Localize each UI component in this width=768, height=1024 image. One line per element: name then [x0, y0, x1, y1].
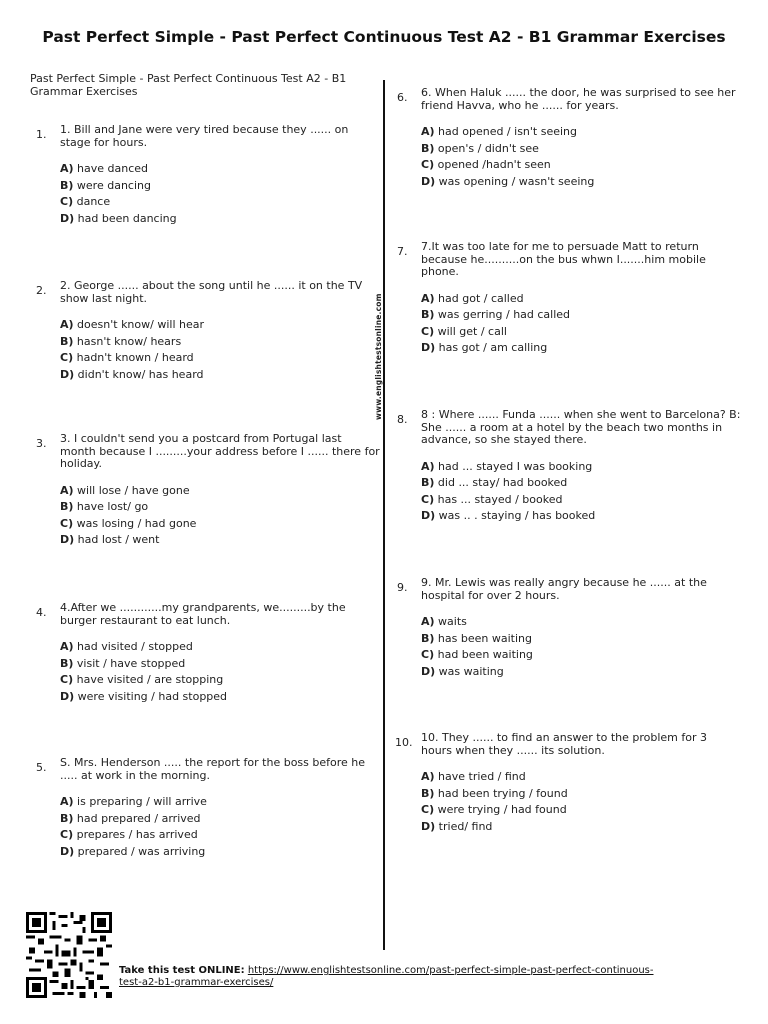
column-divider	[383, 80, 385, 950]
option-c[interactable]: C) was losing / had gone	[60, 516, 197, 530]
option-d[interactable]: D) was opening / wasn't seeing	[421, 174, 595, 188]
option-c[interactable]: C) hadn't known / heard	[60, 351, 194, 364]
options-list	[421, 459, 741, 525]
option-d[interactable]: D) has got / am calling	[421, 341, 548, 354]
question-number: 2.	[36, 284, 47, 297]
question-7	[397, 240, 741, 357]
option-b[interactable]: B) have lost/ go	[60, 500, 149, 513]
page-title: Past Perfect Simple - Past Perfect Continuous Test A2 - B1 Grammar Exercises	[42, 28, 726, 46]
question-text: 4.After we ............my grandparents, we.........by the burger restaurant to eat lunch.	[60, 601, 346, 627]
question-1	[36, 123, 380, 227]
option-d[interactable]: D) was waiting	[421, 664, 504, 678]
question-6	[397, 86, 741, 190]
option-c[interactable]: C) were trying / had found	[421, 803, 567, 816]
options-list	[60, 794, 380, 860]
question-text: 10. They ...... to find an answer to the problem for 3 hours when they ...... its solution.	[421, 731, 708, 757]
question-number: 8.	[397, 413, 408, 426]
options-list	[421, 124, 741, 190]
question-text: 9. Mr. Lewis was really angry because he ...... at the hospital for over 2 hours.	[421, 576, 707, 602]
question-text: 7.It was too late for me to persuade Matt to return because he..........on the bus whwn I.......him mobile phone.	[421, 240, 706, 278]
question-number: 6.	[397, 91, 408, 104]
question-number: 5.	[36, 761, 47, 774]
options-list	[60, 483, 380, 549]
option-d[interactable]: D) was .. . staying / has booked	[421, 509, 596, 522]
question-2	[36, 279, 380, 383]
footer	[24, 910, 744, 1000]
option-c[interactable]: C) dance	[60, 195, 111, 208]
option-a[interactable]: A) have tried / find	[421, 770, 526, 783]
qr-code-icon[interactable]	[24, 912, 114, 998]
option-a[interactable]: A) had visited / stopped	[60, 640, 193, 653]
option-c[interactable]: C) have visited / are stopping	[60, 673, 224, 686]
question-5	[36, 756, 380, 860]
option-a[interactable]: A) had ... stayed I was booking	[421, 459, 593, 473]
options-list	[421, 769, 741, 835]
question-text: 1. Bill and Jane were very tired because they ...... on stage for hours.	[60, 123, 349, 149]
option-a[interactable]: A) have danced	[60, 162, 149, 175]
option-a[interactable]: A) waits	[421, 615, 467, 628]
option-b[interactable]: B) open's / didn't see	[421, 141, 539, 155]
question-number: 1.	[36, 128, 47, 141]
option-b[interactable]: B) has been waiting	[421, 631, 532, 645]
option-a[interactable]: A) is preparing / will arrive	[60, 795, 207, 808]
option-d[interactable]: D) were visiting / had stopped	[60, 689, 228, 703]
question-text: S. Mrs. Henderson ..... the report for the boss before he ..... at work in the morning.	[60, 756, 366, 782]
option-d[interactable]: D) had lost / went	[60, 533, 160, 546]
options-list	[60, 639, 380, 705]
footer-text	[119, 965, 659, 989]
option-c[interactable]: C) has ... stayed / booked	[421, 492, 563, 506]
options-list	[60, 161, 380, 227]
option-b[interactable]: B) had prepared / arrived	[60, 811, 201, 825]
option-b[interactable]: B) did ... stay/ had booked	[421, 476, 568, 489]
option-a[interactable]: A) will lose / have gone	[60, 483, 190, 497]
option-c[interactable]: C) prepares / has arrived	[60, 828, 198, 841]
options-list	[60, 317, 380, 383]
option-b[interactable]: B) was gerring / had called	[421, 308, 571, 321]
option-c[interactable]: C) will get / call	[421, 324, 507, 338]
question-text: 6. When Haluk ...... the door, he was surprised to see her friend Havva, who he ...... for years.	[421, 86, 736, 112]
question-number: 9.	[397, 581, 408, 594]
question-text: 8 : Where ...... Funda ...... when she went to Barcelona? B: She ...... a room at a hotel by the beach two months in advance, so she stayed there.	[421, 408, 741, 446]
question-8	[397, 408, 741, 525]
question-text: 3. I couldn't send you a postcard from Portugal last month because I .........your address before I ...... there for holiday.	[60, 432, 380, 470]
option-b[interactable]: B) had been trying / found	[421, 786, 568, 800]
option-d[interactable]: D) tried/ find	[421, 819, 493, 833]
option-b[interactable]: B) were dancing	[60, 178, 151, 192]
column-heading: Past Perfect Simple - Past Perfect Continuous Test A2 - B1 Grammar Exercises	[30, 72, 347, 98]
question-text: 2. George ...... about the song until he ...... it on the TV show last night.	[60, 279, 363, 305]
option-c[interactable]: C) opened /hadn't seen	[421, 158, 551, 171]
question-number: 4.	[36, 606, 47, 619]
option-b[interactable]: B) hasn't know/ hears	[60, 334, 182, 348]
question-number: 10.	[395, 736, 413, 749]
watermark: www.englishtestsonline.com	[374, 293, 383, 420]
question-4	[36, 601, 380, 705]
question-3	[36, 432, 380, 549]
option-d[interactable]: D) didn't know/ has heard	[60, 367, 204, 381]
footer-label: Take this test ONLINE:	[119, 965, 245, 976]
option-d[interactable]: D) had been dancing	[60, 211, 177, 225]
test-online-link[interactable]: https://www.englishtestsonline.com/past-perfect-simple-past-perfect-continuous-test-a2-b1-grammar-exercises/	[119, 965, 654, 988]
option-a[interactable]: A) doesn't know/ will hear	[60, 318, 204, 331]
options-list	[421, 291, 741, 357]
question-10	[395, 731, 741, 835]
question-number: 7.	[397, 245, 408, 258]
option-b[interactable]: B) visit / have stopped	[60, 656, 186, 670]
question-9	[397, 576, 741, 680]
question-number: 3.	[36, 437, 47, 450]
option-c[interactable]: C) had been waiting	[421, 648, 533, 661]
options-list	[421, 614, 741, 680]
option-a[interactable]: A) had got / called	[421, 291, 524, 305]
option-d[interactable]: D) prepared / was arriving	[60, 844, 206, 858]
option-a[interactable]: A) had opened / isn't seeing	[421, 125, 578, 138]
